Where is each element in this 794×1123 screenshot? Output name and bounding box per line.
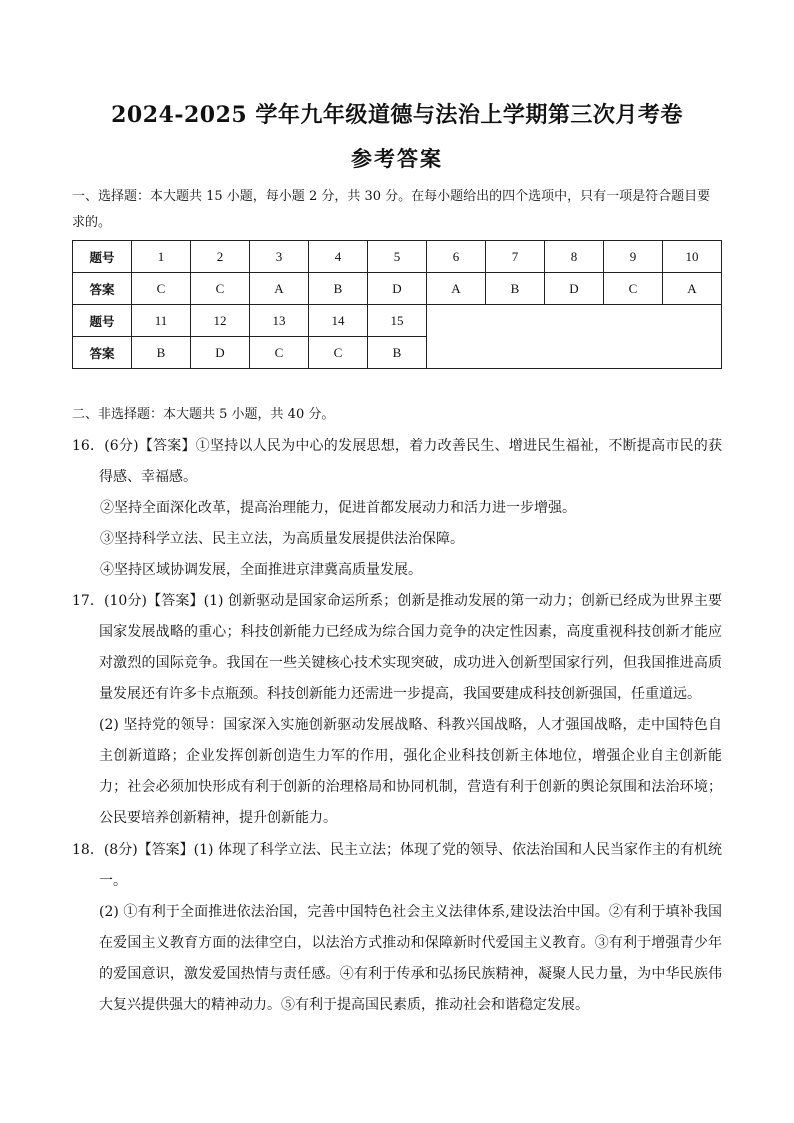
q16-point-4: ④坚持区域协调发展，全面推进京津冀高质量发展。 [100,562,422,578]
q16-point-1: ①坚持以人民为中心的发展思想，着力改善民生、增进民生福祉，不断提高市民的获得感、幸福感。 [99,438,722,485]
q18-part-1-para [72,835,722,897]
question-number: 12 [191,305,250,337]
answer-cell: B [309,273,368,305]
row-label-number: 题号 [73,305,132,337]
question-number: 5 [368,241,427,273]
question-number: 13 [250,305,309,337]
question-number: 7 [486,241,545,273]
question-number: 10 [663,241,722,273]
page-subtitle: 参考答案 [351,146,443,171]
q16-prefix: 16．(6分)【答案】 [72,438,196,454]
answer-cell: D [368,273,427,305]
question-18 [72,835,722,1021]
question-number: 6 [427,241,486,273]
answer-cell: B [368,337,427,369]
question-number: 9 [604,241,663,273]
answer-cell: A [663,273,722,305]
answer-cell: C [191,273,250,305]
empty-cell [427,305,722,369]
q17-part-1: (1) 创新驱动是国家命运所系；创新是推动发展的第一动力；创新已经成为世界主要国家发展战略的重心；科技创新能力已经成为综合国力竞争的决定性因素，高度重视科技创新才能应对激烈的国际竞争。我国在一些关键核心技术实现突破，成功进入创新型国家行列，但我国推进高质量发展还有许多卡点瓶颈。科技创新能力还需进一步提高，我国要建成科技创新强国，任重道远。 [99,593,722,702]
q18-part-2-para [72,897,722,1021]
q18-part-2: (2) ①有利于全面推进依法治国，完善中国特色社会主义法律体系,建设法治中国。②有利于填补我国在爱国主义教育方面的法律空白，以法治方式推动和保障新时代爱国主义教育。③有利于增强青少年的爱国意识，激发爱国热情与责任感。④有利于传承和弘扬民族精神，凝聚人民力量，为中华民族伟大复兴提供强大的精神动力。⑤有利于提高国民素质，推动社会和谐稳定发展。 [99,904,722,1013]
answer-cell: D [191,337,250,369]
q17-prefix: 17．(10分)【答案】 [72,593,204,609]
q17-part-1-para [72,586,722,710]
table-row [73,273,722,305]
question-number: 1 [132,241,191,273]
q18-part-1: (1) 体现了科学立法、民主立法；体现了党的领导、依法治国和人民当家作主的有机统一。 [99,842,723,889]
table-row [73,305,722,337]
question-number: 4 [309,241,368,273]
row-label-answer: 答案 [73,273,132,305]
answer-cell: D [545,273,604,305]
question-number: 3 [250,241,309,273]
question-number: 2 [191,241,250,273]
section2-heading: 二、非选择题：本大题共 5 小题，共 40 分。 [72,407,335,422]
answer-cell: B [486,273,545,305]
q17-part-2-para [72,710,722,834]
question-number: 15 [368,305,427,337]
q18-prefix: 18．(8分)【答案】 [72,842,194,858]
q16-point-3: ③坚持科学立法、民主立法，为高质量发展提供法治保障。 [100,531,464,547]
answer-cell: C [132,273,191,305]
answer-cell: A [427,273,486,305]
page-title: 2024-2025 学年九年级道德与法治上学期第三次月考卷 [111,102,683,128]
question-17 [72,586,722,834]
row-label-number: 题号 [73,241,132,273]
q16-line-1 [72,431,722,493]
q17-part-2: (2) 坚持党的领导：国家深入实施创新驱动发展战略、科教兴国战略，人才强国战略，走中国特色自主创新道路；企业发挥创新创造生力军的作用，强化企业科技创新主体地位，增强企业自主创新能力；社会必须加快形成有利于创新的治理格局和协同机制，营造有利于创新的舆论氛围和法治环境；公民要培养创新精神，提升创新能力。 [99,717,722,826]
question-number: 14 [309,305,368,337]
question-16 [72,431,722,586]
answer-table [72,240,722,369]
answer-cell: C [250,337,309,369]
answer-cell: A [250,273,309,305]
question-number: 8 [545,241,604,273]
answer-cell: C [309,337,368,369]
answer-cell: C [604,273,663,305]
question-number: 11 [132,305,191,337]
q16-point-2: ②坚持全面深化改革，提高治理能力，促进首都发展动力和活力进一步增强。 [100,500,576,516]
row-label-answer: 答案 [73,337,132,369]
section1-heading: 一、选择题：本大题共 15 小题，每小题 2 分，共 30 分。在每小题给出的四个选项中，只有一项是符合题目要求的。 [72,189,711,230]
table-row [73,241,722,273]
answer-cell: B [132,337,191,369]
